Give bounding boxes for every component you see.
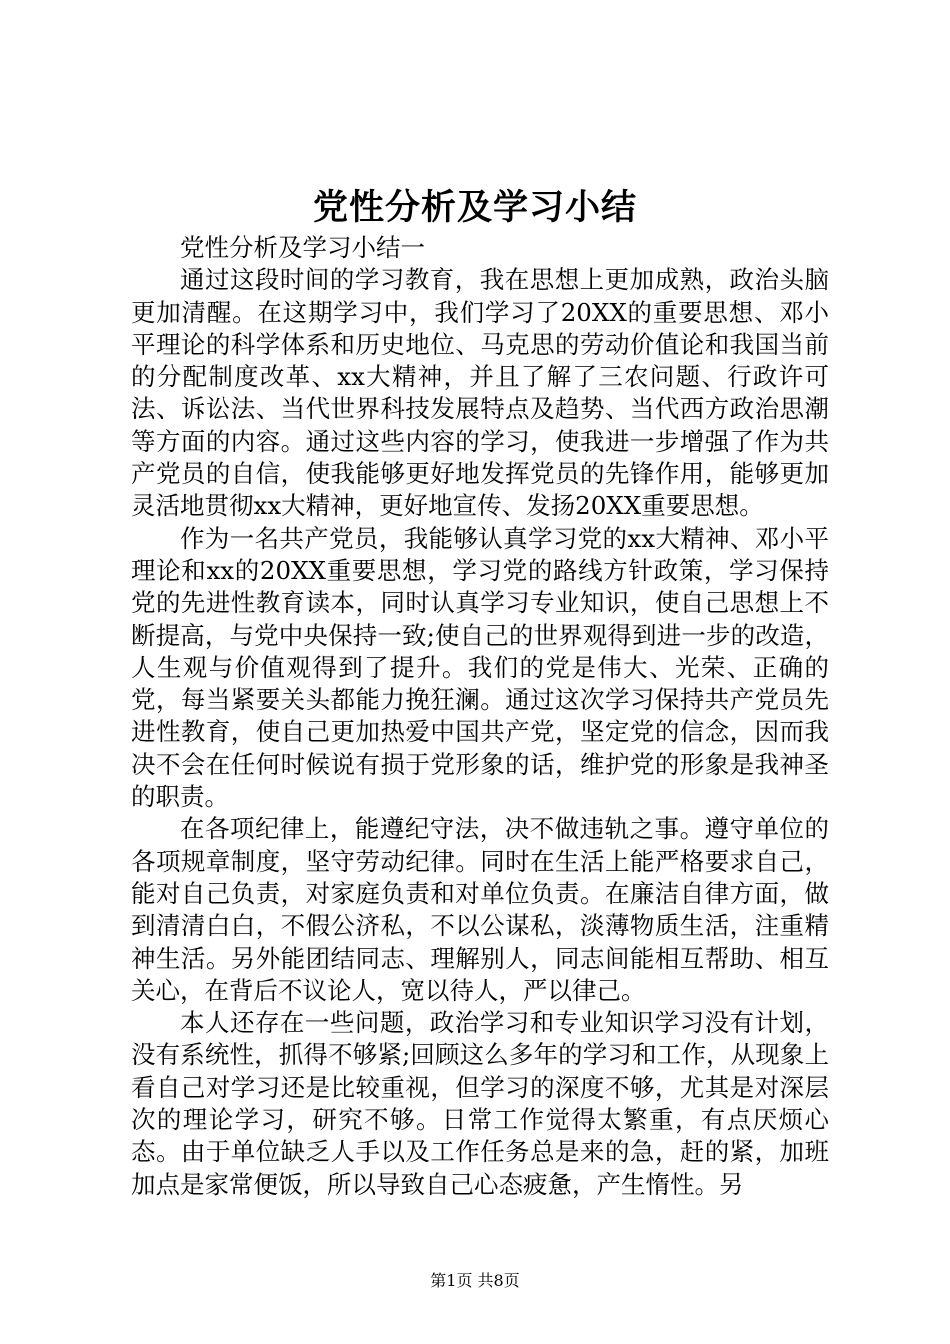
paragraph-4: 本人还存在一些问题，政治学习和专业知识学习没有计划，没有系统性，抓得不够紧;回顾这么多年的学习和工作，从现象上看自己对学习还是比较重视，但学习的深度不够，尤其是对深层次的理论学习，研究不够。日常工作觉得太繁重，有点厌烦心态。由于单位缺乏人手以及工作任务总是来的急，赶的紧，加班加点是家常便饭，所以导致自己心态疲惫，产生惰性。另 [131,1008,829,1199]
document-title: 党性分析及学习小结 [312,187,637,228]
page-number-footer: 第1页 共8页 [430,1271,520,1290]
paragraph-2: 作为一名共产党员，我能够认真学习党的xx大精神、邓小平理论和xx的20XX重要思想，学习党的路线方针政策，学习保持党的先进性教育读本，同时认真学习专业知识，使自己思想上不断提高，与党中央保持一致;使自己的世界观得到进一步的改造，人生观与价值观得到了提升。我们的党是伟大、光荣、正确的党，每当紧要关头都能力挽狂澜。通过这次学习保持共产党员先进性教育，使自己更加热爱中国共产党，坚定党的信念，因而我决不会在任何时候说有损于党形象的话，维护党的形象是我神圣的职责。 [131,523,829,812]
paragraph-3: 在各项纪律上，能遵纪守法，决不做违轨之事。遵守单位的各项规章制度，坚守劳动纪律。同时在生活上能严格要求自己，能对自己负责，对家庭负责和对单位负责。在廉洁自律方面，做到清清白白，不假公济私，不以公谋私，淡薄物质生活，注重精神生活。另外能团结同志、理解别人，同志间能相互帮助、相互关心，在背后不议论人，宽以待人，严以律己。 [131,814,829,1005]
section-heading: 党性分析及学习小结一 [180,233,425,262]
paragraph-1: 通过这段时间的学习教育，我在思想上更加成熟，政治头脑更加清醒。在这期学习中，我们学习了20XX的重要思想、邓小平理论的科学体系和历史地位、马克思的劳动价值论和我国当前的分配制度改革、xx大精神，并且了解了三农问题、行政许可法、诉讼法、当代世界科技发展特点及趋势、当代西方政治思潮等方面的内容。通过这些内容的学习，使我进一步增强了作为共产党员的自信，使我能够更好地发挥党员的先锋作用，能够更加灵活地贯彻xx大精神，更好地宣传、发扬20XX重要思想。 [131,265,829,521]
document-body [131,232,829,1201]
